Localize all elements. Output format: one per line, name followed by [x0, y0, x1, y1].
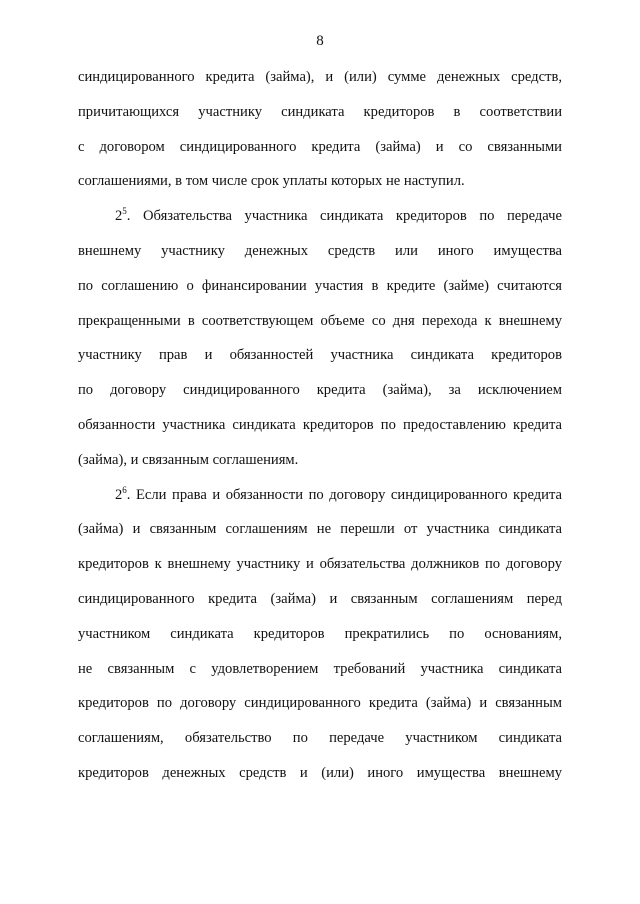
text-line: кредиторов денежных средств и (или) иного имущества внешнему	[78, 764, 562, 781]
text-line: участником синдиката кредиторов прекратились по основаниям,	[78, 625, 562, 642]
text-line: кредиторов по договору синдицированного кредита (займа) и связанным	[78, 695, 562, 712]
text-line: (займа), и связанным соглашениям.	[78, 451, 299, 468]
text-line: (займа) и связанным соглашениям не перешли от участника синдиката	[78, 521, 562, 538]
text-line: . Обязательства участника синдиката кредиторов по передаче	[126, 208, 562, 225]
paragraph-first-line	[78, 199, 562, 234]
paragraph-number-base: 2	[115, 208, 123, 225]
text-line: с договором синдицированного кредита (займа) и со связанными	[78, 138, 562, 155]
page-number: 8	[316, 33, 324, 49]
text-line: причитающихся участнику синдиката кредиторов в соответствии	[78, 103, 562, 120]
text-line: синдицированного кредита (займа), и (или) сумме денежных средств,	[78, 69, 562, 85]
text-line: прекращенными в соответствующем объеме со дня перехода к внешнему	[78, 312, 562, 329]
text-line: участнику прав и обязанностей участника синдиката кредиторов	[78, 347, 562, 364]
paragraph-first-line	[78, 478, 562, 513]
text-line: соглашениям, обязательство по передаче участником синдиката	[78, 730, 562, 747]
text-line: . Если права и обязанности по договору синдицированного кредита	[126, 486, 562, 503]
text-line: синдицированного кредита (займа) и связанным соглашениям перед	[78, 590, 562, 607]
paragraph-number	[115, 208, 127, 224]
paragraph-number	[115, 484, 127, 503]
text-line: обязанности участника синдиката кредиторов по предоставлению кредита	[78, 416, 562, 433]
text-line: не связанным с удовлетворением требований участника синдиката	[78, 660, 562, 677]
paragraph-number-superscript: 5	[122, 206, 127, 217]
paragraph-2	[78, 199, 562, 477]
text-line: соглашениями, в том числе срок уплаты которых не наступил.	[78, 173, 465, 190]
document-body	[78, 60, 562, 791]
text-line: внешнему участнику денежных средств или иного имущества	[78, 242, 562, 259]
text-line: по соглашению о финансировании участия в кредите (займе) считаются	[78, 277, 562, 294]
text-line: кредиторов к внешнему участнику и обязательства должников по договору	[78, 556, 562, 573]
paragraph-3	[78, 478, 562, 791]
text-line: по договору синдицированного кредита (займа), за исключением	[78, 382, 562, 399]
paragraph-number-superscript: 6	[122, 484, 127, 495]
paragraph-number-base: 2	[115, 486, 123, 503]
paragraph-1	[78, 60, 562, 199]
